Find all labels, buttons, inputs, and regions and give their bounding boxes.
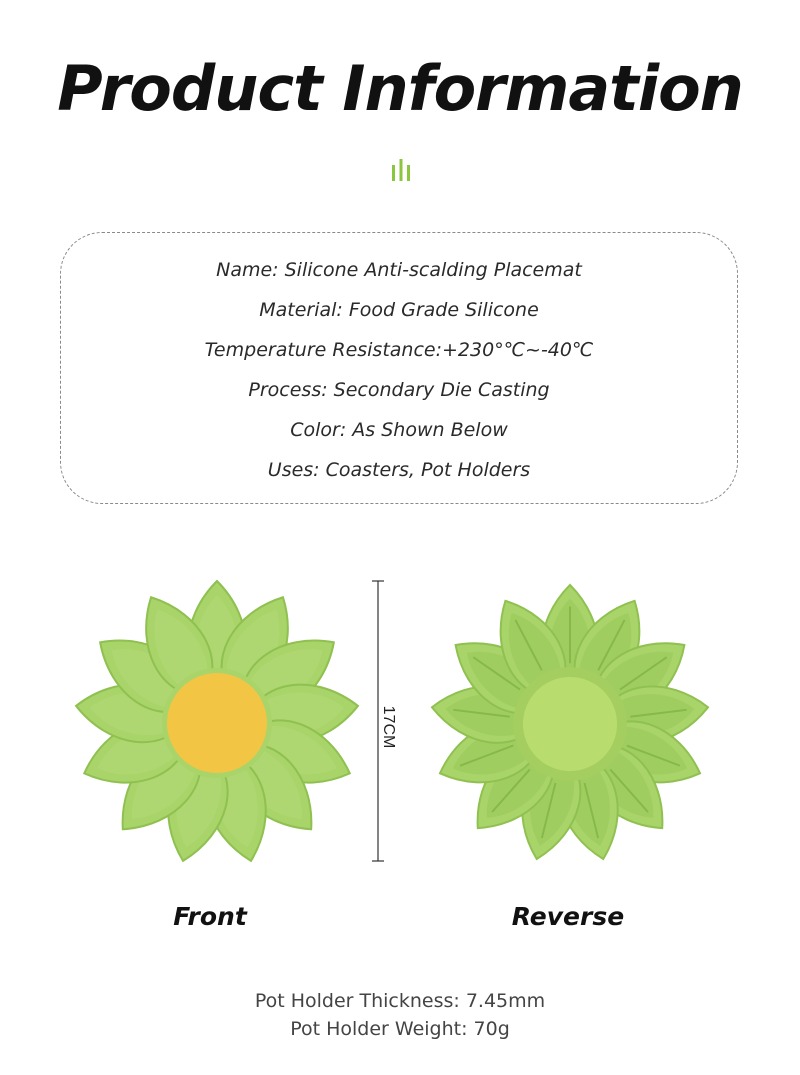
info-temperature: Temperature Resistance:+230°℃~-40℃ — [204, 339, 594, 361]
reverse-caption: Reverse — [511, 902, 625, 931]
size-label: 17CM — [380, 705, 397, 749]
thickness-spec: Pot Holder Thickness: 7.45mm — [254, 990, 546, 1012]
info-color: Color: As Shown Below — [290, 419, 508, 441]
info-uses: Uses: Coasters, Pot Holders — [267, 459, 531, 481]
reverse-product-image — [428, 582, 712, 866]
front-caption: Front — [173, 902, 247, 931]
three-bars-icon — [389, 157, 413, 183]
page-title: Product Information — [57, 52, 743, 125]
front-product-image — [72, 578, 362, 868]
info-process: Process: Secondary Die Casting — [248, 379, 550, 401]
product-info-box — [60, 232, 738, 504]
info-material: Material: Food Grade Silicone — [259, 299, 539, 321]
weight-spec: Pot Holder Weight: 70g — [290, 1018, 510, 1040]
info-name: Name: Silicone Anti-scalding Placemat — [216, 259, 582, 281]
